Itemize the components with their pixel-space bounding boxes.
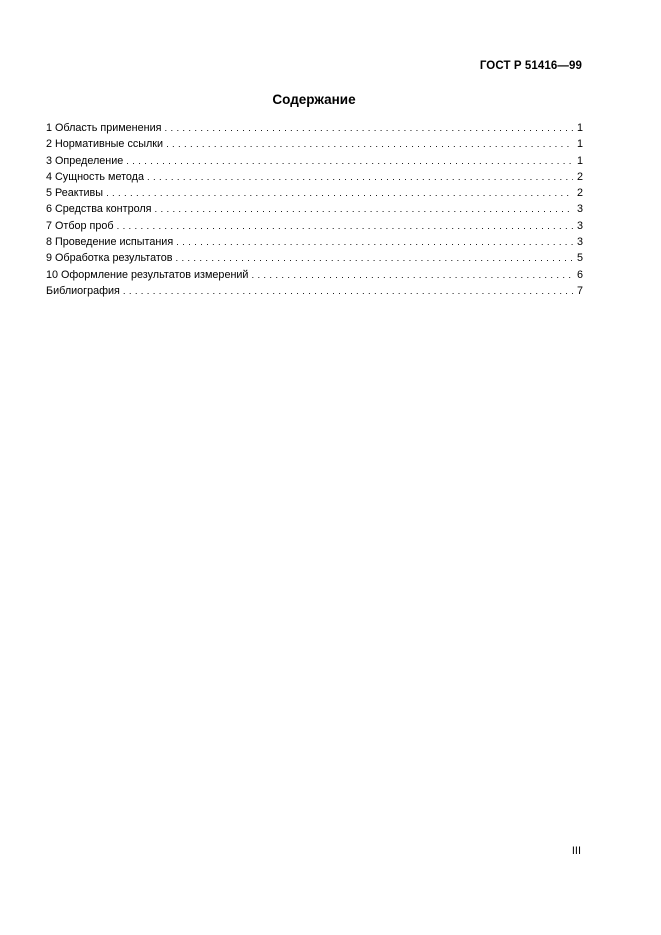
toc-item[interactable] — [46, 201, 583, 217]
toc-item-page: 1 — [576, 138, 583, 151]
toc-item-page: 5 — [576, 252, 583, 265]
toc-item[interactable] — [46, 250, 583, 266]
toc-dot-leader — [147, 170, 573, 186]
toc-item-page: 6 — [576, 268, 583, 281]
document-code: ГОСТ Р 51416—99 — [479, 60, 582, 72]
toc-dot-leader — [176, 235, 573, 251]
toc-dot-leader — [155, 202, 573, 218]
toc-dot-leader — [126, 154, 573, 170]
toc-dot-leader — [166, 137, 573, 153]
toc-dot-leader — [123, 284, 573, 300]
toc-item-page: 3 — [576, 219, 583, 232]
toc-item-label: 3 Определение — [46, 154, 124, 167]
toc-item-page: 3 — [576, 236, 583, 249]
toc-item-page: 1 — [576, 122, 583, 134]
page-number: III — [571, 845, 581, 857]
toc-item-page: 1 — [576, 154, 583, 167]
toc-item-label: 1 Область применения — [46, 122, 162, 134]
toc-item-label: 6 Средства контроля — [46, 203, 152, 216]
toc-item-label: 9 Обработка результатов — [46, 252, 173, 265]
toc-item[interactable] — [46, 234, 583, 250]
toc-item-label: 7 Отбор проб — [46, 219, 114, 232]
toc-dot-leader — [106, 186, 573, 202]
toc-title: Содержание — [272, 92, 356, 107]
toc-item-page: 3 — [576, 203, 583, 216]
toc-item-label: 10 Оформление результатов измерений — [46, 268, 249, 281]
toc-dot-leader — [117, 219, 573, 235]
toc-dot-leader — [175, 251, 573, 267]
toc-item-label: Библиография — [46, 284, 120, 297]
toc-item[interactable] — [46, 120, 583, 136]
toc-item[interactable] — [46, 283, 583, 299]
toc-dot-leader — [165, 121, 574, 137]
toc-item[interactable] — [46, 267, 583, 283]
toc-dot-leader — [251, 268, 573, 284]
toc-item-label: 8 Проведение испытания — [46, 236, 174, 249]
toc-item[interactable] — [46, 185, 583, 201]
toc-item-page: 7 — [576, 284, 583, 297]
toc-item[interactable] — [46, 136, 583, 152]
toc-item-label: 4 Сущность метода — [46, 170, 144, 183]
toc-item-label: 5 Реактивы — [46, 187, 104, 200]
toc-item[interactable] — [46, 169, 583, 185]
toc-item-page: 2 — [576, 170, 583, 183]
table-of-contents — [46, 120, 583, 299]
toc-item-page: 2 — [576, 187, 583, 200]
toc-item-label: 2 Нормативные ссылки — [46, 138, 164, 151]
toc-item[interactable] — [46, 153, 583, 169]
toc-item[interactable] — [46, 218, 583, 234]
